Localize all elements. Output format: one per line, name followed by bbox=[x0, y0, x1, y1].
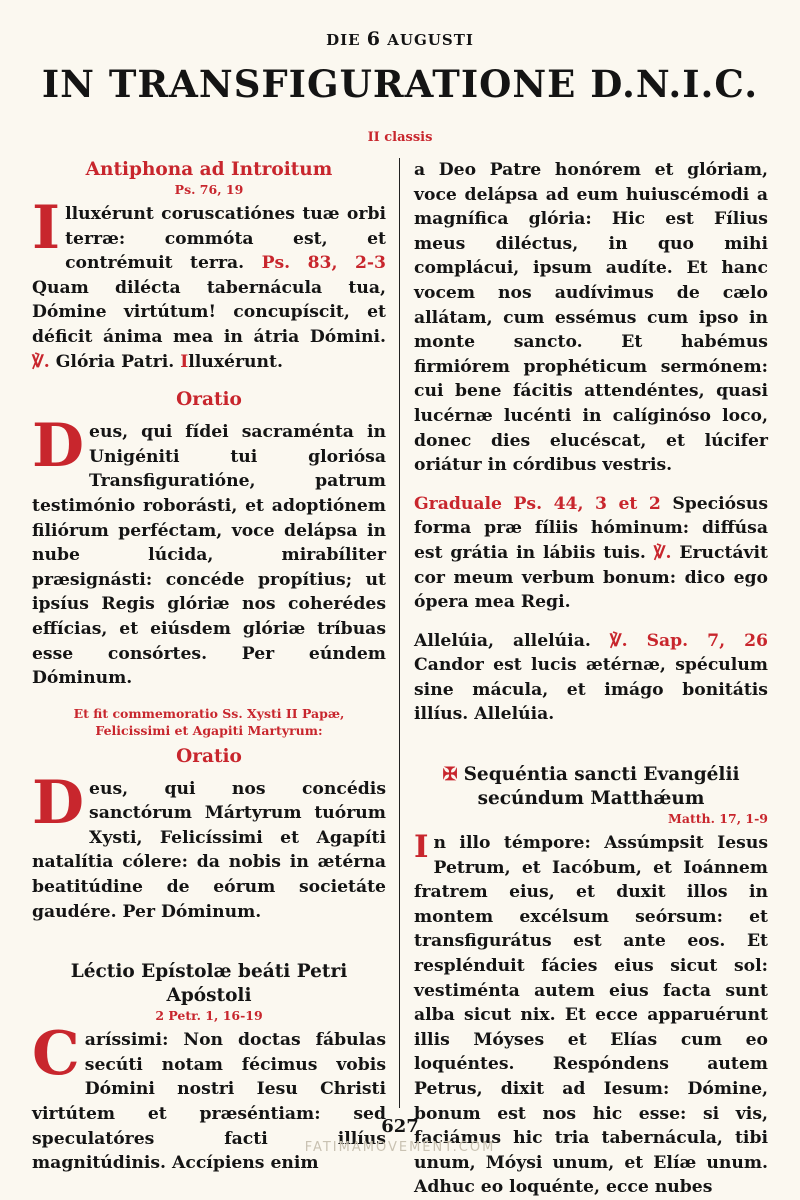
watermark: FATIMAMOVEMENT.COM bbox=[304, 1140, 496, 1155]
epistle-continuation: a Deo Patre honórem et glóriam, voce delápsa ad eum huiuscémodi a magnífica glória: Hic est Fílius meus diléctus, in quo mihi complácui, ipsum audíte. Et hanc vocem nos audívimus de cælo allátam, cum essémus cum ipso in monte sancto. Et habémus firmiórem prophéticum sermónem: cui bene fácitis attendéntes, quasi lucérnæ lucénti in calíginóso loco, donec dies elucéscat, et lúcifer oriátur in córdibus vestris. bbox=[414, 160, 768, 476]
alleluia-versicle: ℣. bbox=[609, 630, 628, 651]
introit-repeat-rest: lluxérunt. bbox=[188, 351, 283, 372]
commemoration-line-2: Felicissimi et Agapiti Martyrum: bbox=[95, 722, 323, 738]
gradual-versicle: ℣. bbox=[653, 542, 672, 563]
gospel-reference: Matth. 17, 1-9 bbox=[668, 811, 768, 827]
page-number: 627 bbox=[381, 1116, 419, 1137]
introit-reference: Ps. 76, 19 bbox=[174, 182, 244, 197]
gradual-text-2: Eructávit cor meum verbum bonum: dico ego ópera mea Regi. bbox=[414, 542, 768, 613]
introit-heading: Antiphona ad Introitum bbox=[85, 159, 333, 180]
commemoration-line-1: Et fit commemoratio Ss. Xysti II Papæ, bbox=[73, 705, 345, 721]
collect-body: eus, qui fídei sacraménta in Unigéniti tui gloriósa Transfiguratióne, patrum testimónio roborásti, et adoptiónem filiórum perféctam, voce delápsa in nube lúcida, mirabíliter præsignásti: concéde propítius; ut ipsíus Regis glóriæ nos coherédes effícias, et eiúsdem glóriæ tríbuas esse consórtes. Per eúndem Dóminum. bbox=[32, 422, 386, 689]
gospel-heading-text: Sequéntia sancti Evangélii secúndum Matthǽum bbox=[463, 764, 740, 810]
introit-text-1: lluxérunt coruscatiónes tuæ orbi terræ: commóta est, et contrémuit terra. bbox=[65, 204, 386, 274]
introit-initial: I bbox=[32, 193, 61, 263]
running-head-day: 6 bbox=[366, 28, 382, 50]
introit-repeat-initial: I bbox=[180, 351, 189, 372]
alleluia-text bbox=[414, 629, 768, 727]
collect-heading: Oratio bbox=[176, 389, 242, 411]
column-divider bbox=[399, 158, 400, 1108]
gospel-heading bbox=[414, 763, 768, 811]
alleluia-ref: Sap. 7, 26 bbox=[627, 630, 768, 651]
alleluia-text-1: Allelúia, allelúia. bbox=[414, 630, 610, 651]
introit-text bbox=[32, 193, 386, 374]
epistle-reference: 2 Petr. 1, 16-19 bbox=[155, 1008, 263, 1024]
versicle-symbol: ℣. bbox=[32, 351, 50, 372]
commemoration-rubric bbox=[32, 705, 386, 739]
epistle-body: aríssimi: Non doctas fábulas secúti notam fécimus vobis Dómini nostri Iesu Christi virtútem et præséntiam: sed speculatóres facti illíus magnitúdinis. Accípiens enim bbox=[32, 1030, 386, 1174]
running-head-die: DIE bbox=[326, 31, 361, 49]
cross-icon: ✠ bbox=[442, 764, 458, 786]
gradual-label: Graduale Ps. 44, 3 et 2 bbox=[414, 493, 661, 514]
collect-initial: D bbox=[32, 411, 85, 482]
page-title: IN TRANSFIGURATIONE D.N.I.C. bbox=[41, 62, 759, 106]
introit-psalm-ref: Ps. 83, 2-3 bbox=[261, 253, 386, 274]
left-column bbox=[32, 158, 386, 1176]
gospel-body: n illo témpore: Assúmpsit Iesus Petrum, et Iacóbum, et Ioánnem fratrem eius, et duxit illos in montem excélsum seórsum: et transfigurátus est ante eos. Et resplénduit fácies eius sicut sol: vestiménta autem eius facta sunt alba sicut nix. Et ecce apparuérunt illis Móyses et Elías cum eo loquéntes. Respóndens autem Petrus, dixit ad Iesum: Dómine, bonum est nos hic esse: si vis, faciámus hic tria tabernácula, tibi unum, Móysi unum, et Elíæ unum. Adhuc eo loquénte, ecce nubes bbox=[414, 833, 768, 1198]
gradual-text bbox=[414, 492, 768, 615]
collect-text bbox=[32, 411, 386, 691]
commemoration-collect-initial: D bbox=[32, 767, 85, 838]
epistle-initial: C bbox=[32, 1019, 80, 1090]
running-head bbox=[0, 28, 800, 50]
gradual-text-1: Speciósus forma præ fíliis hóminum: diffúsa est grátia in lábiis tuis. bbox=[414, 493, 768, 563]
commemoration-collect-heading: Oratio bbox=[176, 745, 242, 767]
alleluia-text-2: Candor est lucis ætérnæ, spéculum sine mácula, et imágo bonitátis illíus. Allelúia. bbox=[414, 655, 768, 725]
commemoration-collect-body: eus, qui nos concédis sanctórum Mártyrum tuórum Xysti, Felicíssimi et Agapíti natalítia cólere: da nobis in ætérna beatitúdine de eórum societáte gaudére. Per Dóminum. bbox=[32, 778, 386, 922]
epistle-heading: Léctio Epístolæ beáti Petri Apóstoli bbox=[70, 961, 348, 1007]
introit-text-2: Quam dilécta tabernácula tua, Dómine virtútum! concupíscit, et déficit ánima mea in átria Dómini. bbox=[32, 277, 386, 347]
introit-text-3: Glória Patri. bbox=[49, 351, 181, 372]
commemoration-collect-text bbox=[32, 767, 386, 925]
gospel-initial: I bbox=[414, 829, 429, 866]
feast-rank: II classis bbox=[367, 130, 433, 145]
running-head-month: AUGUSTI bbox=[387, 31, 474, 49]
right-column bbox=[414, 158, 768, 1200]
